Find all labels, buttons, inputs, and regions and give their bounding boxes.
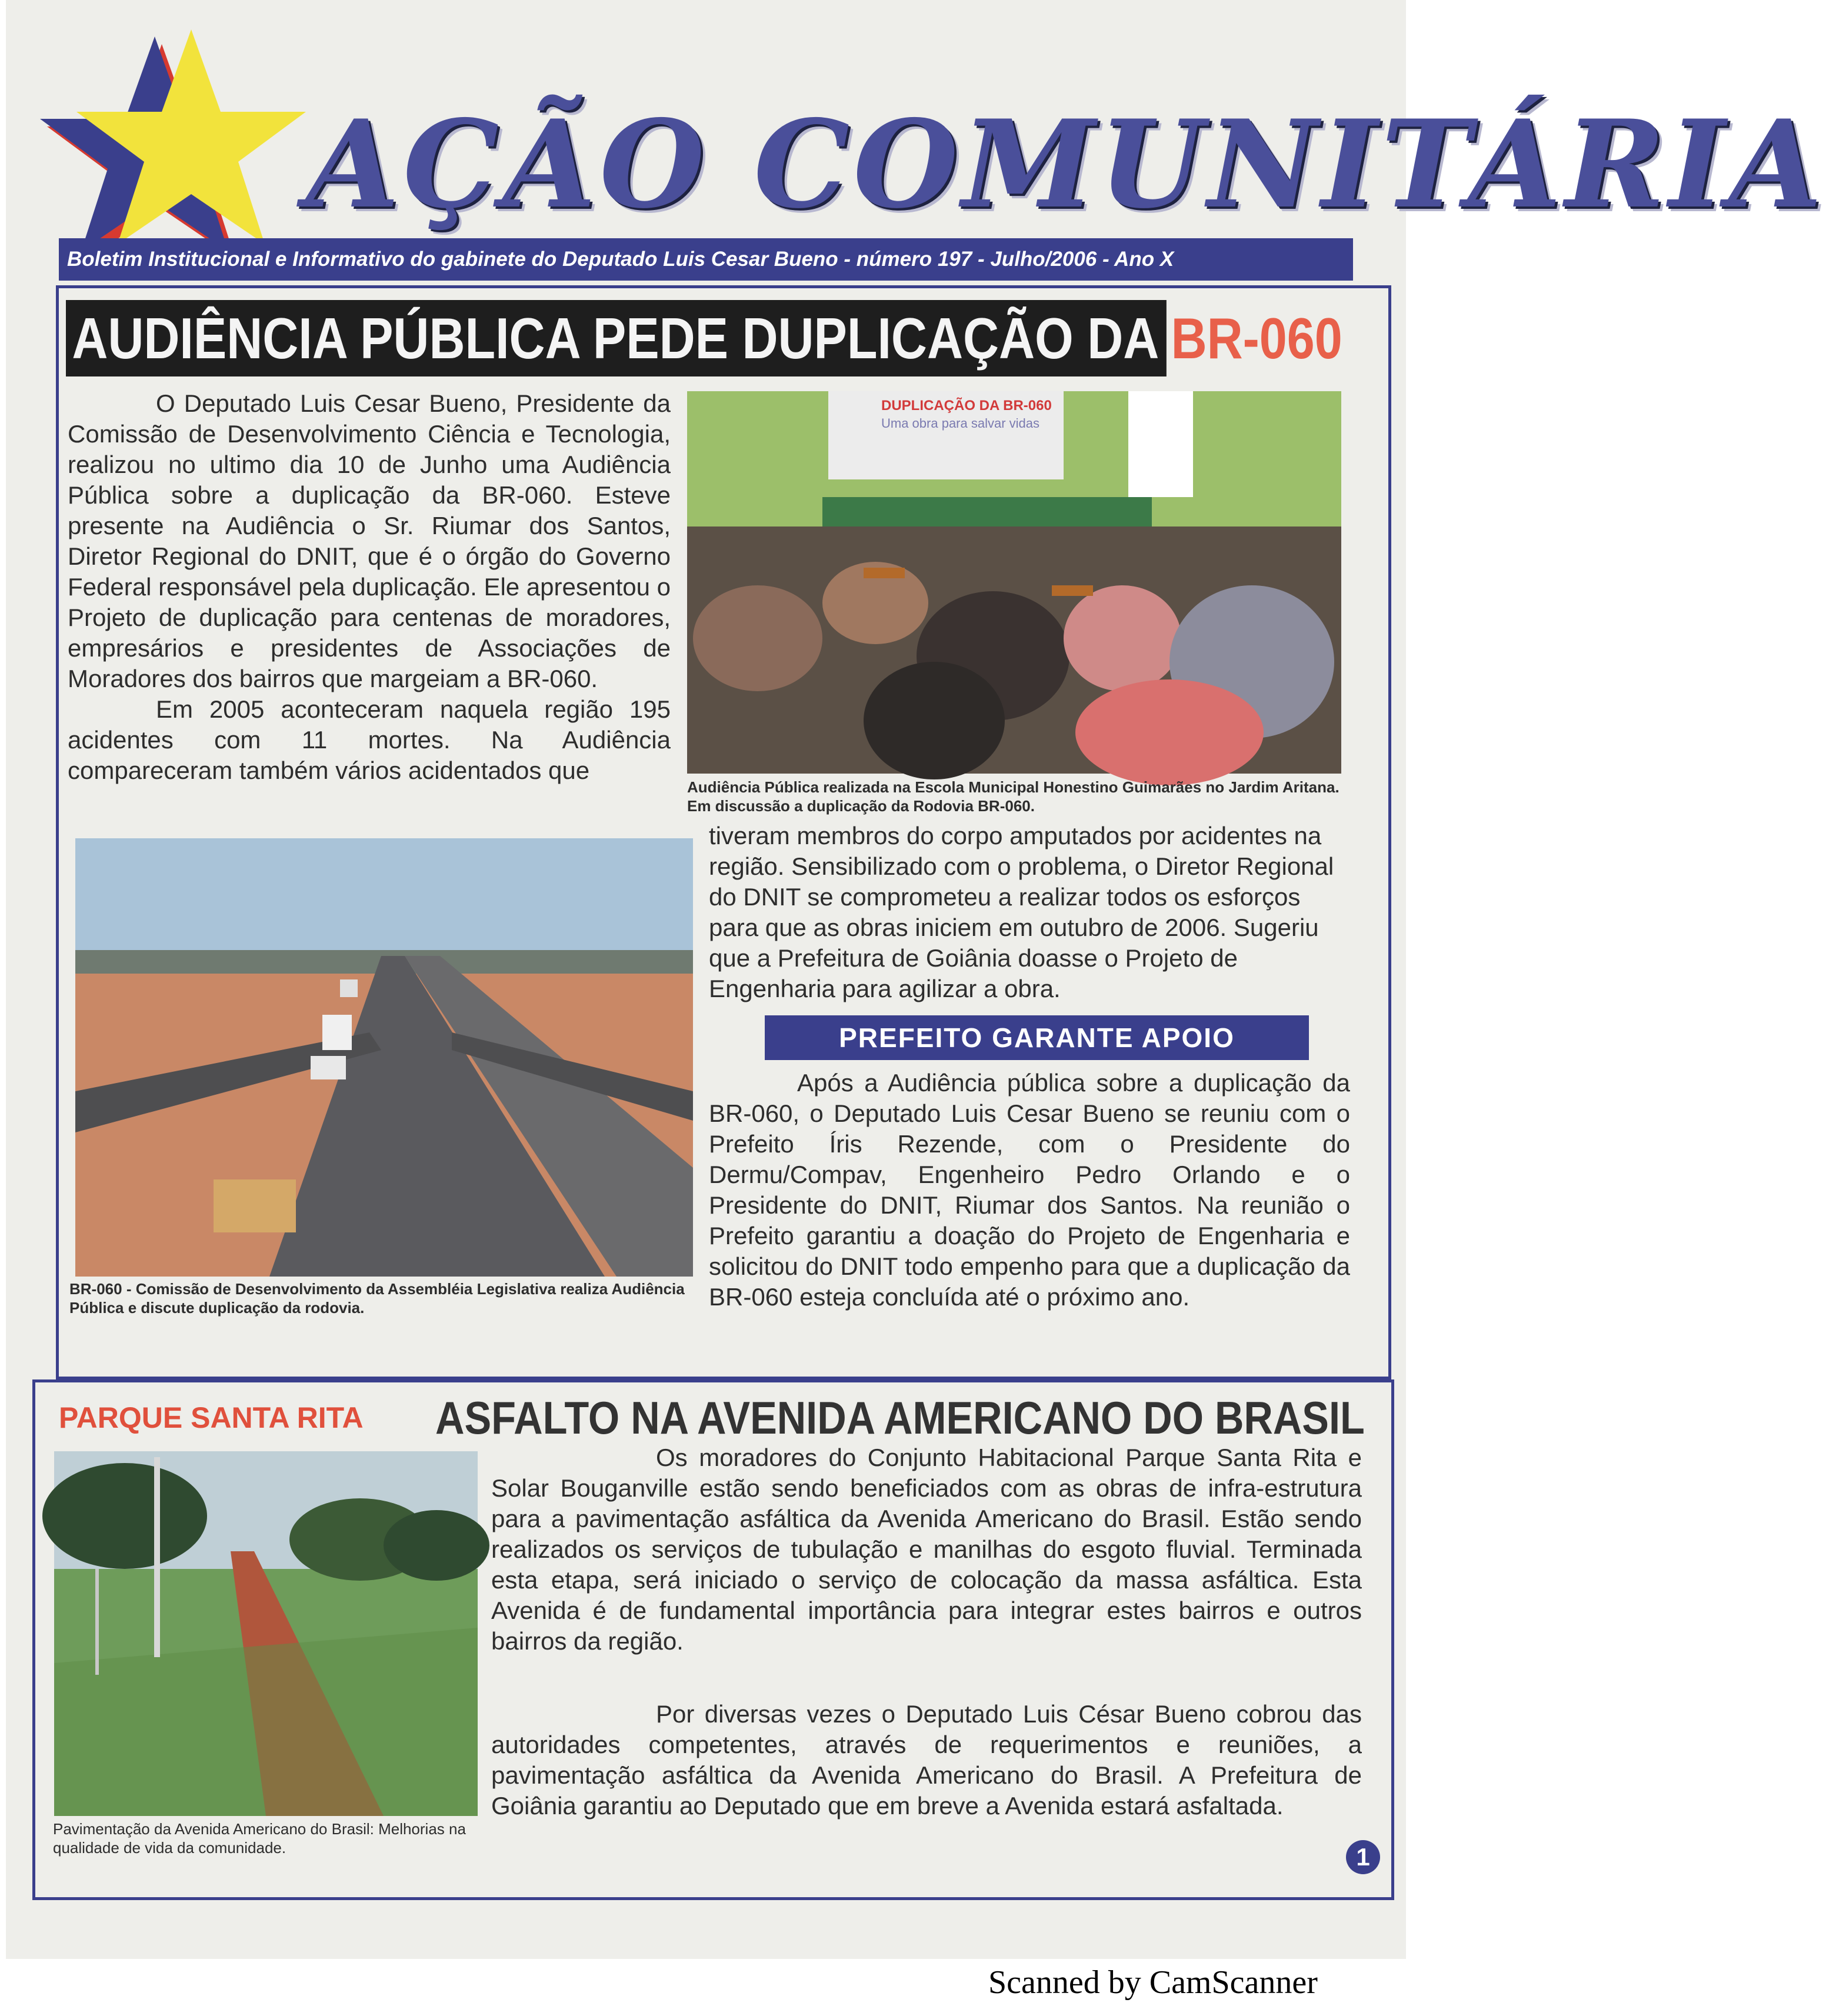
article2-text-2 [491, 1699, 1362, 1875]
article1-para1: O Deputado Luis Cesar Bueno, Presidente da Comissão de Desenvolvimento Ciência e Tecnologia, realizou no ultimo dia 10 de Junho uma Audiência Pública sobre a duplicação da BR-060. Esteve presente na Audiência o Sr. Riumar dos Santos, Diretor Regional do DNIT, que é o órgão do Governo Federal responsável pela duplicação. Ele apresentou o Projeto de duplicação para centenas de moradores, empresários e presidentes de Associações de Moradores dos bairros que margeiam a BR-060. [68, 389, 671, 692]
highway-photo-caption: BR-060 - Comissão de Desenvolvimento da Assembléia Legislativa realiza Audiência Pública e discute duplicação da rodovia. [69, 1280, 685, 1317]
article2-para1: Os moradores do Conjunto Habitacional Parque Santa Rita e Solar Bouganville estão sendo beneficiados com as obras de infra-estrutura para a pavimentação asfáltica da Avenida Americano do Brasil. Estão sendo realizados os serviços de tubulação e manilhas do esgoto fluvial. Terminada esta etapa, será iniciado o serviço de colocação da massa asfáltica. Esta Avenida é de fundamental importância para integrar estes bairros e outros bairros da região. [491, 1444, 1362, 1655]
article1-text-col1 [68, 388, 671, 818]
audience-photo-caption: Audiência Pública realizada na Escola Municipal Honestino Guimarães no Jardim Aritana. Em discussão a duplicação da Rodovia BR-060. [687, 778, 1339, 815]
subhead-prefeito: PREFEITO GARANTE APOIO [765, 1015, 1309, 1060]
photo-banner-text: DUPLICAÇÃO DA BR-060 [881, 398, 1052, 414]
avenue-photo-caption: Pavimentação da Avenida Americano do Brasil: Melhorias na qualidade de vida da comunidade. [53, 1820, 466, 1857]
article1-text-col2 [709, 821, 1350, 1009]
headline-highlight: BR-060 [1171, 306, 1342, 371]
photo-banner-subtext: Uma obra para salvar vidas [881, 416, 1040, 431]
scanner-watermark: Scanned by CamScanner [988, 1964, 1318, 2001]
article1-para2-cont: tiveram membros do corpo amputados por acidentes na região. Sensibilizado com o problema, o Diretor Regional do DNIT se comprometeu a realizar todos os esforços para que as obras iniciem em outubro de 2006. Sugeriu que a Prefeitura de Goiânia doasse o Projeto de Engenharia para agilizar a obra. [709, 822, 1334, 1002]
article2-headline: ASFALTO NA AVENIDA AMERICANO DO BRASIL [435, 1392, 1365, 1444]
avenue-photo [54, 1451, 478, 1816]
masthead-subtitle: Boletim Institucional e Informativo do gabinete do Deputado Luis Cesar Bueno - número 197 - Julho/2006 - Ano X [59, 238, 1353, 281]
article2-kicker: PARQUE SANTA RITA [59, 1401, 364, 1434]
article2-para2: Por diversas vezes o Deputado Luis César Bueno cobrou das autoridades competentes, através de requerimentos e reuniões, a pavimentação asfáltica da Avenida Americano do Brasil. A Prefeitura de Goiânia garantiu ao Deputado que em breve a Avenida estará asfaltada. [491, 1700, 1362, 1820]
article1-headline [66, 300, 1342, 376]
page-number-badge: 1 [1346, 1840, 1380, 1874]
headline-main: AUDIÊNCIA PÚBLICA PEDE DUPLICAÇÃO DA [72, 306, 1171, 371]
masthead-title: AÇÃO COMUNITÁRIA [306, 94, 1826, 235]
article1-para3: Após a Audiência pública sobre a duplicação da BR-060, o Deputado Luis Cesar Bueno se reuniu com o Prefeito Íris Rezende, com o Presidente do Dermu/Compav, Engenheiro Pedro Orlando e o Presidente do DNIT, Riumar dos Santos. Na reunião o Prefeito garantiu a doação do Projeto de Engenharia e solicitou do DNIT todo empenho para que a duplicação da BR-060 esteja concluída até o próximo ano. [709, 1069, 1350, 1311]
article1-para2-start: Em 2005 aconteceram naquela região 195 acidentes com 11 mortes. Na Audiência compareceram também vários acidentados que [68, 695, 671, 784]
highway-photo [75, 838, 693, 1277]
article1-text-col3 [709, 1068, 1350, 1356]
audience-photo [687, 391, 1341, 774]
article2-text-1 [491, 1442, 1362, 1678]
